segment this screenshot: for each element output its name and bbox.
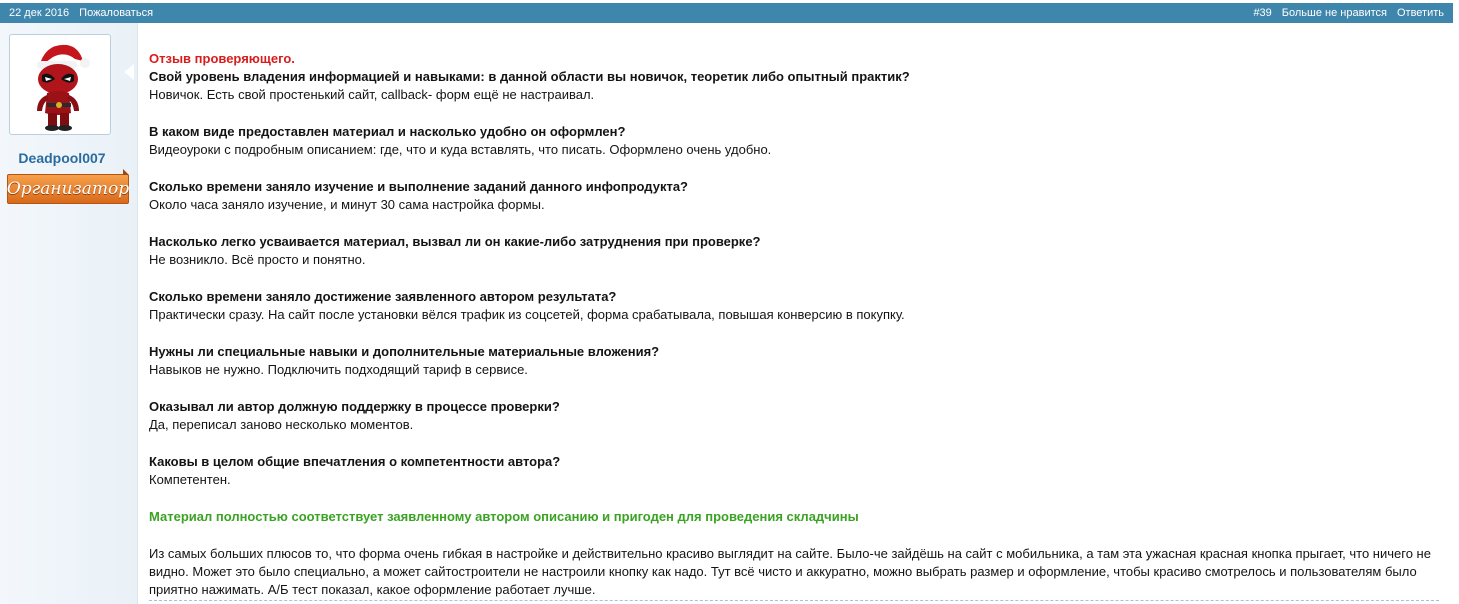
answer: Навыков не нужно. Подключить подходящий тариф в сервисе. <box>149 362 528 377</box>
question: Нужны ли специальные навыки и дополнительные материальные вложения? <box>149 344 660 359</box>
author-sidebar <box>0 23 138 604</box>
review-verdict: Материал полностью соответствует заявленному автором описанию и пригоден для проведения складчины <box>149 509 859 524</box>
avatar[interactable] <box>9 34 111 135</box>
qa-block-3 <box>149 178 1439 214</box>
review-title: Отзыв проверяющего. <box>149 51 295 66</box>
unlike-link[interactable]: Больше не нравится <box>1281 7 1387 19</box>
post-divider <box>149 600 1439 601</box>
question: В каком виде предоставлен материал и насколько удобно он оформлен? <box>149 124 626 139</box>
post-number-link[interactable]: #39 <box>1253 7 1272 19</box>
post-header-left <box>9 7 163 19</box>
qa-block-1 <box>149 68 1439 104</box>
qa-block-8 <box>149 453 1439 489</box>
post-header-right <box>1243 7 1444 19</box>
post-date[interactable]: 22 дек 2016 <box>9 7 70 19</box>
question: Оказывал ли автор должную поддержку в процессе проверки? <box>149 399 560 414</box>
question: Насколько легко усваивается материал, вызвал ли он какие-либо затруднения при проверке? <box>149 234 761 249</box>
qa-block-2 <box>149 123 1439 159</box>
qa-block-6 <box>149 343 1439 379</box>
post-header-bar <box>0 3 1453 23</box>
message-pointer-arrow <box>124 64 134 80</box>
qa-block-7 <box>149 398 1439 434</box>
organizer-badge: Организатор <box>7 174 129 204</box>
question: Сколько времени заняло изучение и выполнение заданий данного инфопродукта? <box>149 179 688 194</box>
reply-link[interactable]: Ответить <box>1396 7 1444 19</box>
deadpool-santa-avatar-icon <box>25 37 95 133</box>
question: Каковы в целом общие впечатления о компетентности автора? <box>149 454 561 469</box>
answer: Компетентен. <box>149 472 231 487</box>
qa-block-4 <box>149 233 1439 269</box>
report-link[interactable]: Пожаловаться <box>79 7 154 19</box>
review-summary: Из самых больших плюсов то, что форма очень гибкая в настройке и действительно красиво выглядит на сайте. Было-че зайдёшь на сайт с мобильника, а там эта ужасная красная кнопка прыгает, что ничего не видно. Может это было специально, а может сайтостроители не настроили кнопку как надо. Тут всё чисто и аккуратно, можно выбрать размер и оформление, чтобы красиво смотрелось и пользователям было приятно нажимать. А/Б тест показал, какое оформление работает лучше. <box>149 546 1431 597</box>
qa-block-5 <box>149 288 1439 324</box>
author-username[interactable]: Deadpool007 <box>18 150 106 166</box>
answer: Видеоуроки с подробным описанием: где, что и куда вставлять, что писать. Оформлено очень удобно. <box>149 142 772 157</box>
answer: Не возникло. Всё просто и понятно. <box>149 252 366 267</box>
answer: Около часа заняло изучение, и минут 30 сама настройка формы. <box>149 197 545 212</box>
answer: Да, переписал заново несколько моментов. <box>149 417 414 432</box>
answer: Практически сразу. На сайт после установки вёлся трафик из соцсетей, форма срабатывала, повышая конверсию в покупку. <box>149 307 905 322</box>
answer: Новичок. Есть свой простенький сайт, callback- форм ещё не настраивал. <box>149 87 595 102</box>
question: Свой уровень владения информацией и навыками: в данной области вы новичок, теоретик либо опытный практик? <box>149 69 910 84</box>
question: Сколько времени заняло достижение заявленного автором результата? <box>149 289 617 304</box>
post-content <box>149 50 1439 599</box>
